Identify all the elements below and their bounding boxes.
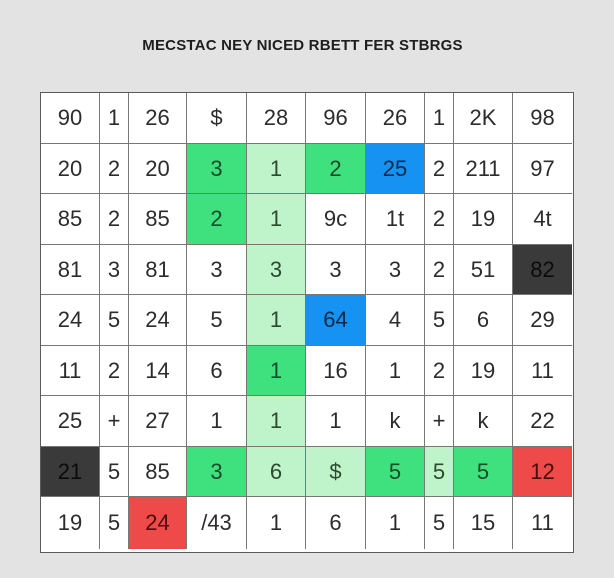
grid-cell[interactable]: 6 — [247, 447, 306, 497]
grid-cell[interactable]: 20 — [41, 144, 100, 194]
data-grid — [40, 92, 574, 553]
grid-cell[interactable]: 90 — [41, 93, 100, 144]
grid-cell[interactable]: 5 — [100, 295, 129, 346]
grid-cell[interactable]: 98 — [513, 93, 572, 144]
grid-cell[interactable]: 3 — [187, 144, 247, 194]
grid-cell[interactable]: 211 — [454, 144, 513, 194]
grid-cell[interactable]: 97 — [513, 144, 572, 194]
grid-cell[interactable]: 1t — [366, 194, 425, 245]
grid-cell[interactable]: 81 — [41, 245, 100, 295]
grid-cell[interactable]: 96 — [306, 93, 366, 144]
page-title: MECSTAC NEY NICED RBETT FER STBRGS — [142, 37, 463, 54]
grid-cell[interactable]: 4t — [513, 194, 572, 245]
grid-cell[interactable]: 12 — [513, 447, 572, 497]
grid-cell[interactable]: 2 — [425, 144, 454, 194]
grid-cell[interactable]: + — [100, 396, 129, 447]
grid-cell[interactable]: /43 — [187, 497, 247, 549]
grid-cell[interactable]: 1 — [247, 346, 306, 396]
grid-cell[interactable]: 1 — [247, 396, 306, 447]
grid-cell[interactable]: 1 — [306, 396, 366, 447]
grid-cell[interactable]: + — [425, 396, 454, 447]
grid-cell[interactable]: 5 — [366, 447, 425, 497]
grid-cell[interactable]: $ — [187, 93, 247, 144]
grid-cell[interactable]: 19 — [41, 497, 100, 549]
grid-cell[interactable]: 28 — [247, 93, 306, 144]
grid-cell[interactable]: 14 — [129, 346, 187, 396]
grid-cell[interactable]: 1 — [247, 144, 306, 194]
grid-cell[interactable]: k — [454, 396, 513, 447]
grid-cell[interactable]: 16 — [306, 346, 366, 396]
grid-cell[interactable]: 1 — [100, 93, 129, 144]
grid-cell[interactable]: 1 — [366, 346, 425, 396]
grid-cell[interactable]: 6 — [187, 346, 247, 396]
grid-cell[interactable]: 5 — [425, 295, 454, 346]
grid-cell[interactable]: 20 — [129, 144, 187, 194]
grid-cell[interactable]: 15 — [454, 497, 513, 549]
grid-cell[interactable]: 5 — [425, 447, 454, 497]
grid-cell[interactable]: 85 — [41, 194, 100, 245]
grid-cell[interactable]: 2 — [306, 144, 366, 194]
grid-cell[interactable]: 1 — [366, 497, 425, 549]
grid-cell[interactable]: 1 — [425, 93, 454, 144]
grid-cell[interactable]: 29 — [513, 295, 572, 346]
grid-cell[interactable]: 26 — [366, 93, 425, 144]
grid-cell[interactable]: 51 — [454, 245, 513, 295]
grid-cell[interactable]: 5 — [425, 497, 454, 549]
grid-cell[interactable]: 27 — [129, 396, 187, 447]
grid-cell[interactable]: $ — [306, 447, 366, 497]
grid-cell[interactable]: 11 — [513, 346, 572, 396]
grid-cell[interactable]: 3 — [187, 245, 247, 295]
grid-cell[interactable]: 24 — [129, 497, 187, 549]
grid-cell[interactable]: 82 — [513, 245, 572, 295]
grid-cell[interactable]: 2 — [425, 194, 454, 245]
grid-cell[interactable]: 3 — [306, 245, 366, 295]
grid-cell[interactable]: 5 — [100, 447, 129, 497]
grid-cell[interactable]: k — [366, 396, 425, 447]
grid-cell[interactable]: 5 — [100, 497, 129, 549]
grid-cell[interactable]: 19 — [454, 346, 513, 396]
grid-cell[interactable]: 64 — [306, 295, 366, 346]
grid-cell[interactable]: 2K — [454, 93, 513, 144]
grid-cell[interactable]: 21 — [41, 447, 100, 497]
grid-cell[interactable]: 3 — [247, 245, 306, 295]
grid-cell[interactable]: 19 — [454, 194, 513, 245]
grid-cell[interactable]: 3 — [366, 245, 425, 295]
grid-cell[interactable]: 24 — [41, 295, 100, 346]
grid-cell[interactable]: 26 — [129, 93, 187, 144]
grid-cell[interactable]: 2 — [100, 144, 129, 194]
grid-cell[interactable]: 5 — [187, 295, 247, 346]
grid-cell[interactable]: 6 — [454, 295, 513, 346]
grid-cell[interactable]: 11 — [531, 510, 554, 535]
grid-cell[interactable]: 1 — [247, 497, 306, 549]
grid-cell[interactable]: 25 — [366, 144, 425, 194]
grid-cell[interactable]: 3 — [100, 245, 129, 295]
grid-cell[interactable]: 2 — [425, 245, 454, 295]
grid-cell[interactable]: 85 — [129, 194, 187, 245]
grid-cell[interactable]: 24 — [129, 295, 187, 346]
grid-cell[interactable]: 85 — [129, 447, 187, 497]
grid-cell[interactable]: 81 — [129, 245, 187, 295]
grid-cell[interactable]: 6 — [306, 497, 366, 549]
grid-cell[interactable]: 1 — [247, 194, 306, 245]
grid-cell[interactable]: 4 — [366, 295, 425, 346]
grid-cell[interactable]: 1 — [247, 295, 306, 346]
grid-cell[interactable]: 1 — [187, 396, 247, 447]
grid-cell[interactable]: 3 — [187, 447, 247, 497]
grid-cell[interactable]: 2 — [425, 346, 454, 396]
grid-cell[interactable]: 2 — [100, 194, 129, 245]
grid-cell[interactable]: 22 — [513, 396, 572, 447]
grid-cell[interactable]: 2 — [187, 194, 247, 245]
grid-cell[interactable]: 11 — [41, 346, 100, 396]
grid-cell[interactable]: 5 — [454, 447, 513, 497]
grid-cell[interactable]: 2 — [100, 346, 129, 396]
grid-cell[interactable]: 9c — [306, 194, 366, 245]
grid-cell[interactable]: 25 — [41, 396, 100, 447]
